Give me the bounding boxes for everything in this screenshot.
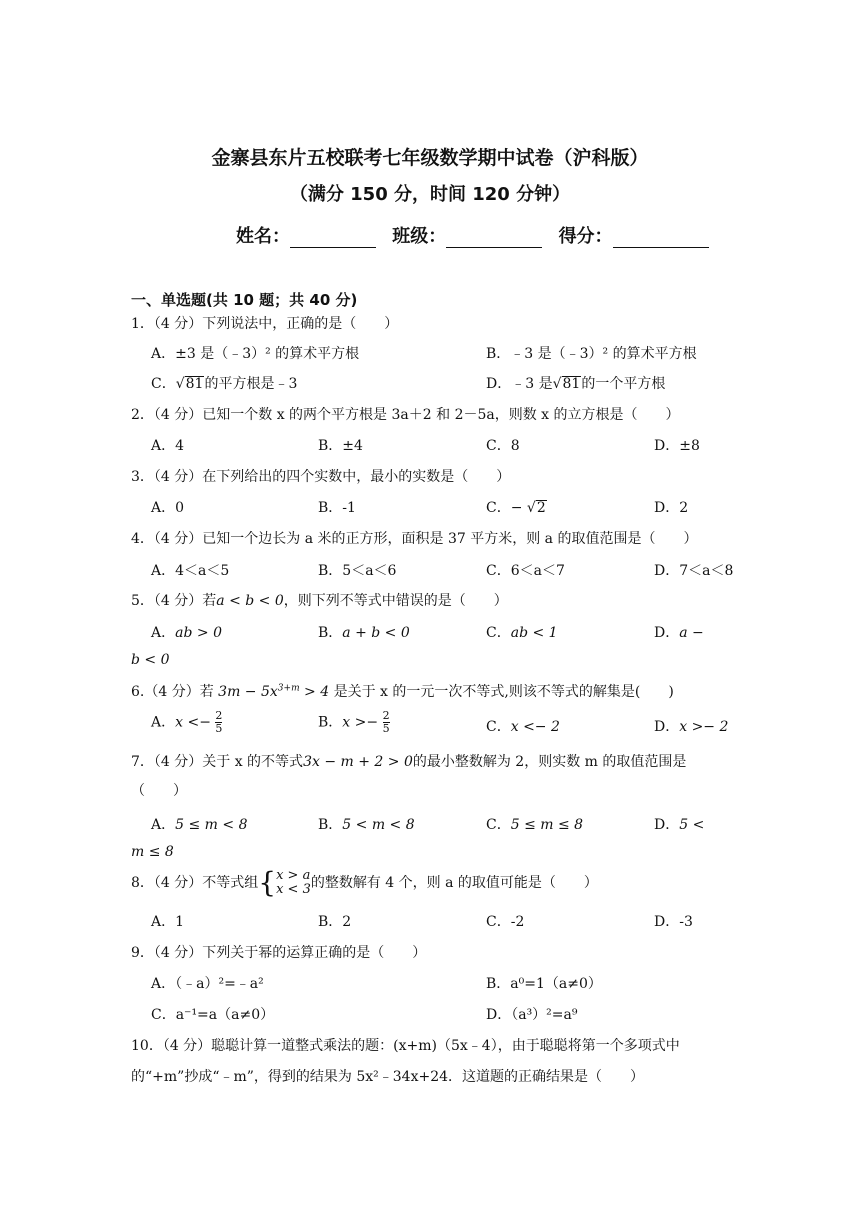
q8-system-line1: x > a <box>276 868 311 883</box>
q7-c-math: 5 ≤ m ≤ 8 <box>510 817 584 833</box>
class-label: 班级： <box>392 226 447 247</box>
q1-option-a: A．±3 是（﹣3）² 的算术平方根 <box>151 346 360 362</box>
q6-a-numerator: 2 <box>215 709 223 722</box>
q5-option-d-cont: b < 0 <box>131 652 170 668</box>
q3-option-b: B．-1 <box>318 500 356 516</box>
q1-option-c: C．√81的平方根是﹣3 <box>151 376 298 392</box>
q8-stem-prefix: 8．（4 分）不等式组 <box>131 875 259 891</box>
q5-stem-prefix: 5．（4 分）若 <box>131 593 217 609</box>
q5-c-label: C． <box>486 625 511 641</box>
q6-a-denominator: 5 <box>215 722 223 735</box>
q5-b-label: B． <box>318 625 343 641</box>
q7-b-label: B． <box>318 817 343 833</box>
q3-option-a: A．0 <box>151 500 185 516</box>
q5-b-math: a + b < 0 <box>342 625 410 641</box>
q6-b-numerator: 2 <box>382 709 390 722</box>
q6-stem <box>131 681 674 701</box>
q6-option-a <box>151 710 222 735</box>
q9-option-a: A．（﹣a）²=﹣a² <box>151 976 264 992</box>
q1-option-b: B．﹣3 是（﹣3）² 的算术平方根 <box>486 346 697 362</box>
q9-option-b: B．a⁰=1（a≠0） <box>486 976 602 992</box>
q5-stem-math: a < b < 0 <box>216 593 284 609</box>
q6-a-label: A． <box>151 714 176 731</box>
q6-b-denominator: 5 <box>382 722 390 735</box>
q6-option-c <box>486 716 560 736</box>
q6-option-b <box>318 710 390 735</box>
q8-option-a: A．1 <box>151 914 185 930</box>
q8-option-b: B．2 <box>318 914 352 930</box>
q6-stem-math2: > 4 <box>299 684 330 700</box>
q4-option-c: C．6＜a＜7 <box>486 563 565 579</box>
q4-stem: 4．（4 分）已知一个边长为 a 米的正方形，面积是 37 平方米，则 a 的取值范围是（ ） <box>131 531 698 547</box>
class-blank[interactable] <box>446 227 542 248</box>
q1-c-label: C． <box>151 376 176 392</box>
q7-a-label: A． <box>151 817 176 833</box>
q4-option-d: D．7＜a＜8 <box>654 563 734 579</box>
q7-option-d-cont: m ≤ 8 <box>131 844 174 860</box>
q3-stem: 3．（4 分）在下列给出的四个实数中，最小的实数是（ ） <box>131 469 511 485</box>
q1-c-text: 的平方根是﹣3 <box>204 376 298 392</box>
q1-d-text: 的一个平方根 <box>581 376 666 392</box>
q9-stem: 9．（4 分）下列关于幂的运算正确的是（ ） <box>131 945 427 961</box>
q5-option-c <box>486 622 558 642</box>
q1-c-radicand: 81 <box>185 376 204 392</box>
q5-d-math-1: a − <box>679 625 704 641</box>
name-label: 姓名： <box>236 226 290 247</box>
score-blank[interactable] <box>613 227 709 248</box>
q7-option-c <box>486 814 583 834</box>
q5-option-d <box>654 622 704 642</box>
q6-a-fraction <box>215 710 222 735</box>
q6-d-math: x >− 2 <box>679 719 729 735</box>
name-blank[interactable] <box>290 227 376 248</box>
q2-option-c: C．8 <box>486 438 520 454</box>
q3-c-label: C．− <box>486 500 527 516</box>
q6-stem-math: 3m − 5x <box>218 684 278 700</box>
q6-b-fraction <box>383 710 390 735</box>
q8-stem <box>131 866 598 899</box>
q5-a-math: ab > 0 <box>175 625 222 641</box>
q2-option-d: D．±8 <box>654 438 700 454</box>
q2-option-a: A．4 <box>151 438 185 454</box>
q7-a-math: 5 ≤ m < 8 <box>175 817 248 833</box>
q8-brace-icon: { <box>258 866 277 899</box>
q10-stem-line1: 10．（4 分）聪聪计算一道整式乘法的题：(x+m)（5x﹣4），由于聪聪将第一个多项式中 <box>131 1038 680 1054</box>
q7-option-a <box>151 814 247 834</box>
q7-stem-math: 3x − m + 2 > 0 <box>303 754 413 770</box>
q1-d-label: D．﹣3 是 <box>486 376 553 392</box>
q7-b-math: 5 < m < 8 <box>342 817 415 833</box>
q7-stem <box>131 751 686 771</box>
q1-stem: 1．（4 分）下列说法中，正确的是（ ） <box>131 316 399 332</box>
q5-c-math: ab < 1 <box>510 625 558 641</box>
q3-c-radicand: 2 <box>536 500 546 516</box>
q6-b-label: B． <box>318 714 343 731</box>
q6-c-label: C． <box>486 719 511 735</box>
section-title: 一、单选题(共 10 题；共 40 分) <box>131 291 358 309</box>
q8-system-line2: x < 3 <box>276 882 311 897</box>
q5-stem <box>131 590 508 610</box>
q8-option-c: C．-2 <box>486 914 525 930</box>
q6-b-math: x >− <box>342 714 379 731</box>
q1-option-d: D．﹣3 是√81的一个平方根 <box>486 376 666 392</box>
q6-stem-prefix: 6.（4 分）若 <box>131 684 219 700</box>
q9-option-d: D．（a³）²=a⁹ <box>486 1007 578 1023</box>
q7-stem-suffix: 的最小整数解为 2，则实数 m 的取值范围是 <box>412 754 687 770</box>
q7-stem-prefix: 7．（4 分）关于 x 的不等式 <box>131 754 304 770</box>
q4-option-b: B．5＜a＜6 <box>318 563 397 579</box>
score-label: 得分： <box>558 226 613 247</box>
q6-a-math: x <− <box>175 714 211 731</box>
q5-stem-suffix: ，则下列不等式中错误的是（ ） <box>283 593 508 609</box>
q8-inequality-system <box>276 869 311 897</box>
q1-d-radicand: 81 <box>562 376 581 392</box>
q7-stem-line2: （ ） <box>131 783 187 799</box>
exam-title: 金寨县东片五校联考七年级数学期中试卷（沪科版） <box>211 147 649 169</box>
q5-a-label: A． <box>151 625 176 641</box>
q2-stem: 2．（4 分）已知一个数 x 的两个平方根是 3a＋2 和 2－5a，则数 x 的立方根是（ ） <box>131 407 680 423</box>
q6-d-label: D． <box>654 719 680 735</box>
q5-option-b <box>318 622 410 642</box>
q7-d-math-1: 5 < <box>679 817 705 833</box>
q3-option-d: D．2 <box>654 500 689 516</box>
q6-stem-sup: 3+m <box>277 683 300 694</box>
q2-option-b: B．±4 <box>318 438 363 454</box>
q5-option-a <box>151 622 222 642</box>
q4-option-a: A．4＜a＜5 <box>151 563 230 579</box>
q8-option-d: D．-3 <box>654 914 693 930</box>
exam-subtitle: （满分 150 分，时间 120 分钟） <box>289 184 571 205</box>
q7-option-b <box>318 814 415 834</box>
q6-c-math: x <− 2 <box>510 719 560 735</box>
q6-option-d <box>654 716 728 736</box>
q6-stem-suffix: 是关于 x 的一元一次不等式,则该不等式的解集是( ) <box>329 684 674 700</box>
q3-option-c: C．− √2 <box>486 500 546 516</box>
q5-d-label: D． <box>654 625 680 641</box>
student-info-row <box>236 222 719 248</box>
q7-d-label: D． <box>654 817 680 833</box>
q10-stem-line2: 的“+m”抄成“﹣m”，得到的结果为 5x²﹣34x+24．这道题的正确结果是（ ） <box>131 1069 645 1085</box>
q9-option-c: C．a⁻¹=a（a≠0） <box>151 1007 275 1023</box>
q8-stem-suffix: 的整数解有 4 个，则 a 的取值可能是（ ） <box>310 875 598 891</box>
q7-option-d <box>654 814 704 834</box>
q7-c-label: C． <box>486 817 511 833</box>
